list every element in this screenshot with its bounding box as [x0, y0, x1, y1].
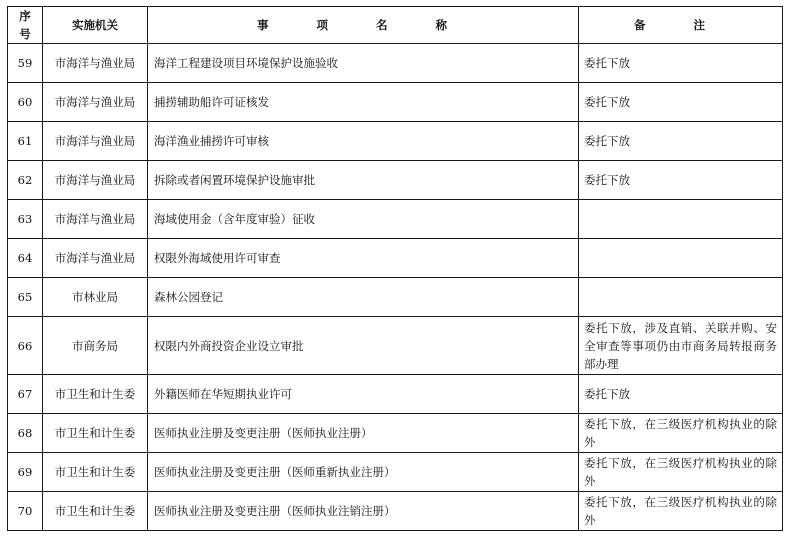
- row-agency: 市海洋与渔业局: [43, 122, 148, 161]
- table-row: [8, 278, 783, 317]
- table-row: [8, 239, 783, 278]
- row-agency: 市海洋与渔业局: [43, 239, 148, 278]
- row-no: 63: [8, 200, 43, 239]
- table-row: [8, 44, 783, 83]
- row-agency: 市林业局: [43, 278, 148, 317]
- row-item-name: 森林公园登记: [148, 278, 579, 317]
- row-agency: 市海洋与渔业局: [43, 161, 148, 200]
- row-no: 61: [8, 122, 43, 161]
- row-agency: 市海洋与渔业局: [43, 200, 148, 239]
- row-remark: 委托下放，涉及直销、关联并购、安全审查等事项仍由市商务局转报商务部办理: [579, 317, 783, 375]
- table-header-row: [8, 7, 783, 44]
- row-remark: [579, 200, 783, 239]
- row-no: 64: [8, 239, 43, 278]
- row-no: 68: [8, 414, 43, 453]
- table-row: [8, 122, 783, 161]
- row-no: 59: [8, 44, 43, 83]
- row-item-name: 拆除或者闲置环境保护设施审批: [148, 161, 579, 200]
- row-agency: 市卫生和计生委: [43, 453, 148, 492]
- table-row: [8, 492, 783, 531]
- row-item-name: 权限外海域使用许可审查: [148, 239, 579, 278]
- row-agency: 市卫生和计生委: [43, 375, 148, 414]
- row-remark: 委托下放: [579, 161, 783, 200]
- row-item-name: 外籍医师在华短期执业许可: [148, 375, 579, 414]
- row-item-name: 海域使用金（含年度审验）征收: [148, 200, 579, 239]
- header-no: 序号: [8, 7, 43, 44]
- row-no: 67: [8, 375, 43, 414]
- row-item-name: 医师执业注册及变更注册（医师执业注销注册）: [148, 492, 579, 531]
- row-remark: [579, 278, 783, 317]
- row-no: 60: [8, 83, 43, 122]
- row-remark: 委托下放: [579, 375, 783, 414]
- row-item-name: 海洋工程建设项目环境保护设施验收: [148, 44, 579, 83]
- header-item-name: 事 项 名 称: [148, 7, 579, 44]
- table-row: [8, 161, 783, 200]
- row-remark: 委托下放，在三级医疗机构执业的除外: [579, 414, 783, 453]
- row-agency: 市卫生和计生委: [43, 414, 148, 453]
- row-item-name: 捕捞辅助船许可证核发: [148, 83, 579, 122]
- header-agency: 实施机关: [43, 7, 148, 44]
- row-no: 69: [8, 453, 43, 492]
- header-remark: 备 注: [579, 7, 783, 44]
- row-remark: 委托下放: [579, 83, 783, 122]
- row-item-name: 医师执业注册及变更注册（医师执业注册）: [148, 414, 579, 453]
- row-remark: 委托下放: [579, 44, 783, 83]
- row-remark: 委托下放，在三级医疗机构执业的除外: [579, 453, 783, 492]
- table-row: [8, 317, 783, 375]
- row-agency: 市海洋与渔业局: [43, 44, 148, 83]
- table-row: [8, 453, 783, 492]
- table-row: [8, 414, 783, 453]
- row-no: 70: [8, 492, 43, 531]
- row-item-name: 权限内外商投资企业设立审批: [148, 317, 579, 375]
- row-agency: 市海洋与渔业局: [43, 83, 148, 122]
- row-agency: 市商务局: [43, 317, 148, 375]
- row-item-name: 医师执业注册及变更注册（医师重新执业注册）: [148, 453, 579, 492]
- approval-items-table: [7, 6, 783, 531]
- row-no: 66: [8, 317, 43, 375]
- row-remark: 委托下放，在三级医疗机构执业的除外: [579, 492, 783, 531]
- table-row: [8, 83, 783, 122]
- row-no: 65: [8, 278, 43, 317]
- row-agency: 市卫生和计生委: [43, 492, 148, 531]
- row-remark: [579, 239, 783, 278]
- row-remark: 委托下放: [579, 122, 783, 161]
- row-no: 62: [8, 161, 43, 200]
- row-item-name: 海洋渔业捕捞许可审核: [148, 122, 579, 161]
- table-row: [8, 200, 783, 239]
- table-row: [8, 375, 783, 414]
